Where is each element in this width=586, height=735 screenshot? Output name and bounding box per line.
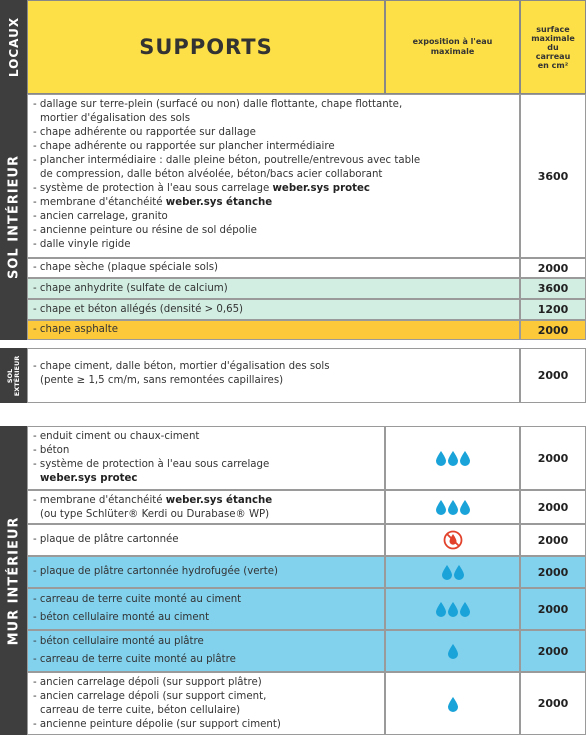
surface-value: 2000 (520, 490, 586, 524)
row-line-brand: - membrane d'étanchéité weber.sys étanche (33, 197, 273, 208)
row-line: mortier d'égalisation des sols (40, 113, 191, 124)
sol-interieur-main-row (27, 94, 520, 258)
surface-line-3: du (547, 42, 559, 52)
sol-exterieur-bar (0, 348, 27, 403)
exposure-cell (385, 672, 520, 735)
row-line: - plancher intermédiaire : dalle pleine béton, poutrelle/entrevous avec table (33, 155, 421, 166)
row-line: - chape adhérente ou rapportée sur dallage (33, 127, 256, 138)
one-drop-icon (447, 643, 459, 659)
weber-brand: weber.sys étanche (165, 197, 273, 208)
locaux-header-bar (0, 0, 27, 94)
surface-value: 2000 (520, 588, 586, 630)
surface-header (520, 0, 586, 94)
surface-line-4: carreau (535, 51, 571, 61)
surface-value: 3600 (520, 94, 586, 258)
locaux-label: LOCAUX (6, 16, 21, 78)
exposure-cell (385, 490, 520, 524)
surface-value: 2000 (520, 556, 586, 588)
row-line: - dalle vinyle rigide (33, 239, 131, 250)
three-drops-icon (435, 499, 471, 515)
surface-value: 2000 (520, 630, 586, 672)
surface-value: 2000 (520, 426, 586, 490)
sol-interieur-bar (0, 94, 27, 340)
exposition-header (385, 0, 520, 94)
exposure-cell (385, 588, 520, 630)
row-line-brand: - système de protection à l'eau sous carrelage weber.sys protec (33, 183, 370, 194)
surface-value: 2000 (520, 524, 586, 556)
surface-line-2: maximale (531, 33, 575, 43)
sol-exterieur-label: SOL EXTÉRIEUR (5, 355, 21, 396)
three-drops-icon (435, 450, 471, 466)
row-line: de compression, dalle béton alvéolée, béton/bacs acier collaborant (40, 169, 383, 180)
row-line: - dallage sur terre-plein (surfacé ou non) dalle flottante, chape flottante, (33, 99, 403, 110)
exposure-cell (385, 524, 520, 556)
row-sol-exterieur: - chape ciment, dalle béton, mortier d'égalisation des sols (pente ≥ 1,5 cm/m, sans remontées capillaires) (27, 348, 520, 403)
weber-brand: weber.sys étanche (165, 495, 273, 506)
exposure-cell (385, 426, 520, 490)
supports-header (27, 0, 385, 94)
surface-value: 1200 (520, 299, 586, 320)
exposure-cell (385, 630, 520, 672)
supports-title: SUPPORTS (139, 35, 273, 59)
sol-interieur-label: SOL INTÉRIEUR (6, 155, 21, 279)
row-line: - ancien carrelage, granito (33, 211, 168, 222)
one-drop-icon (447, 696, 459, 712)
weber-brand: weber.sys protec (272, 183, 370, 194)
row-line: - chape adhérente ou rapportée sur plancher intermédiaire (33, 141, 335, 152)
row-line: - ancienne peinture ou résine de sol dépolie (33, 225, 257, 236)
mur-row: - carreau de terre cuite monté au ciment - béton cellulaire monté au ciment (27, 588, 385, 630)
surface-line-1: surface (536, 24, 570, 34)
no-water-icon (443, 530, 463, 550)
exposure-cell (385, 556, 520, 588)
exposition-line-1: exposition à l'eau (412, 37, 493, 46)
two-drops-icon (441, 564, 465, 580)
surface-line-5: en cm² (537, 60, 569, 70)
weber-brand: weber.sys protec (40, 473, 138, 484)
row-chape-anhydrite: - chape anhydrite (sulfate de calcium) (27, 278, 520, 299)
surface-value: 3600 (520, 278, 586, 299)
three-drops-icon (435, 601, 471, 617)
exposition-line-2: maximale (430, 47, 475, 56)
mur-row: - enduit ciment ou chaux-ciment - béton - système de protection à l'eau sous carrelage weber.sys protec (27, 426, 385, 490)
mur-row: - béton cellulaire monté au plâtre - carreau de terre cuite monté au plâtre (27, 630, 385, 672)
row-chape-seche: - chape sèche (plaque spéciale sols) (27, 258, 520, 278)
row-chape-allegee: - chape et béton allégés (densité > 0,65) (27, 299, 520, 320)
mur-interieur-bar (0, 426, 27, 735)
surface-value: 2000 (520, 348, 586, 403)
row-chape-asphalte: - chape asphalte (27, 320, 520, 340)
mur-row: - plaque de plâtre cartonnée (27, 524, 385, 556)
surface-value: 2000 (520, 672, 586, 735)
surface-value: 2000 (520, 320, 586, 340)
mur-row: - membrane d'étanchéité weber.sys étanche (ou type Schlüter® Kerdi ou Durabase® WP) (27, 490, 385, 524)
surface-value: 2000 (520, 258, 586, 278)
mur-row: - ancien carrelage dépoli (sur support plâtre) - ancien carrelage dépoli (sur support ciment, carreau de terre cuite, béton cellulaire) - ancienne peinture dépolie (sur support ciment) (27, 672, 385, 735)
mur-row: - plaque de plâtre cartonnée hydrofugée (verte) (27, 556, 385, 588)
mur-interieur-label: MUR INTÉRIEUR (6, 516, 21, 645)
